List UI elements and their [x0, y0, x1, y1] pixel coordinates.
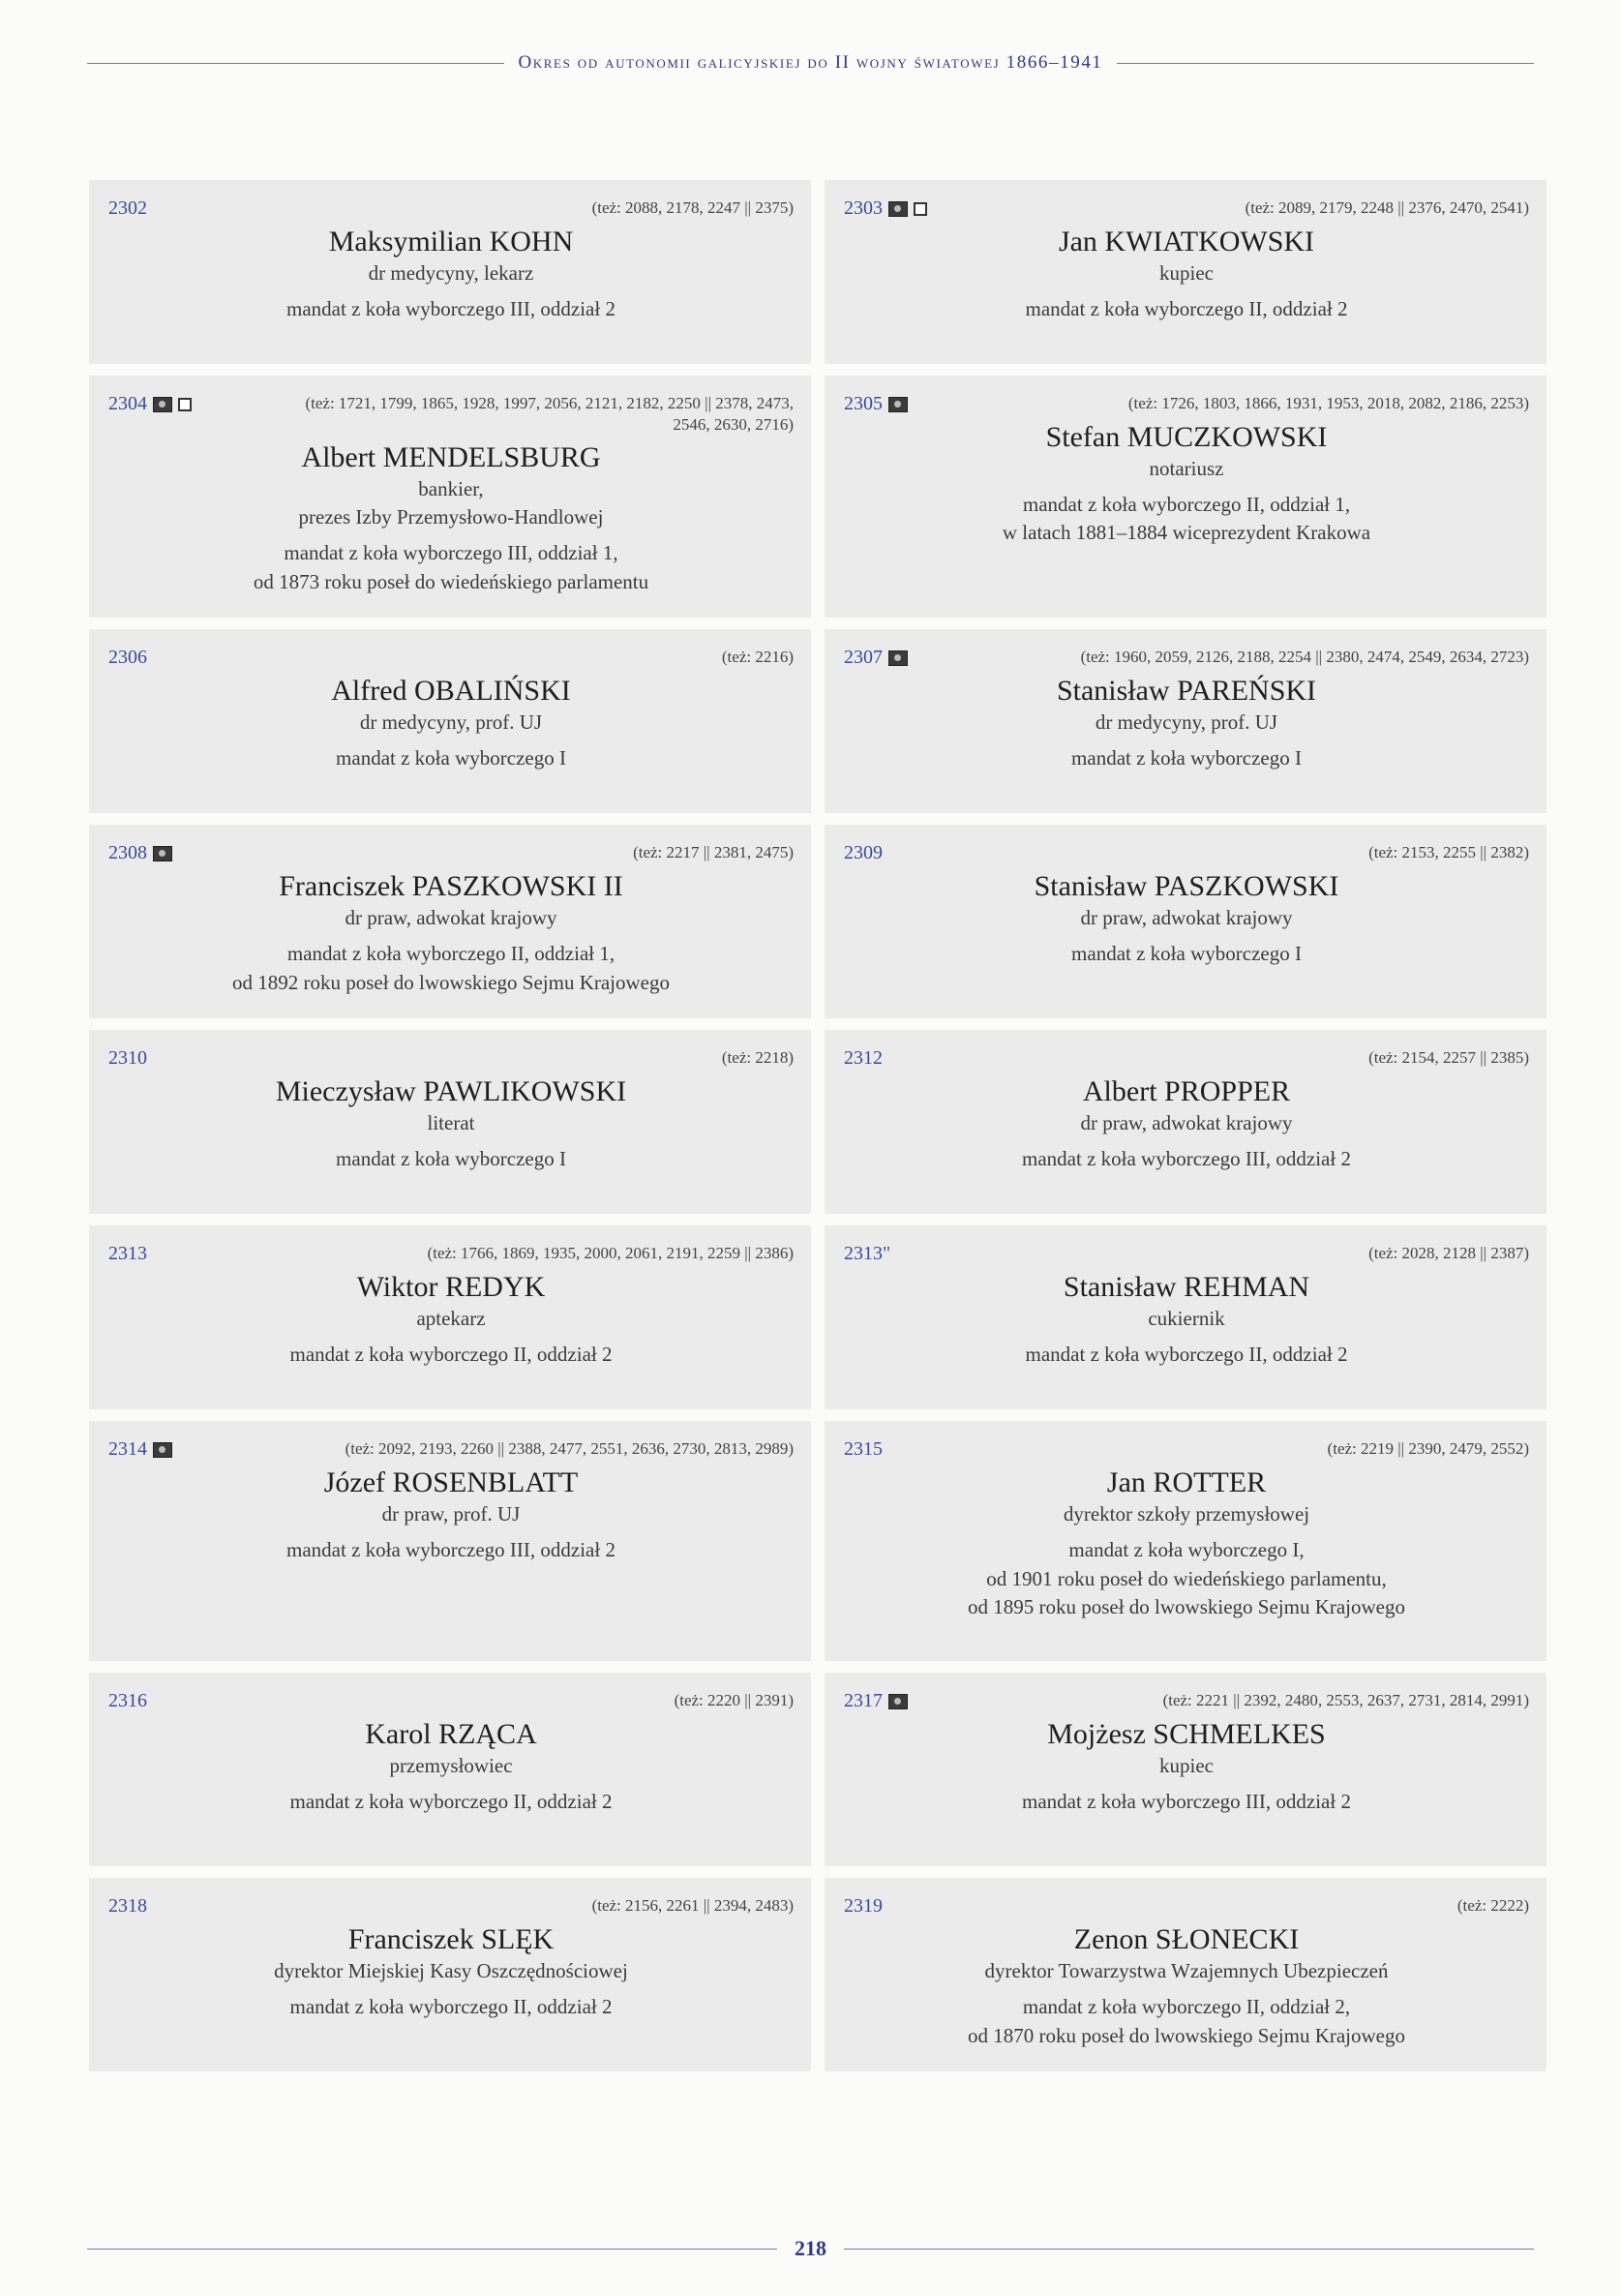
cross-references: (też: 1766, 1869, 1935, 2000, 2061, 2191, 2259 || 2386)	[427, 1244, 794, 1263]
entry-number	[844, 1047, 883, 1070]
entry-header	[108, 842, 794, 864]
entry-header	[108, 1243, 794, 1265]
photo-icon	[888, 201, 908, 217]
occupation: dyrektor Miejskiej Kasy Oszczędnościowej	[274, 1958, 628, 1982]
person-name: Alfred OBALIŃSKI	[331, 675, 571, 708]
entry-number	[108, 393, 192, 415]
entry-number-text: 2314	[108, 1438, 147, 1461]
running-head	[87, 48, 1534, 77]
cross-references: (też: 2221 || 2392, 2480, 2553, 2637, 2731, 2814, 2991)	[1162, 1691, 1529, 1710]
occupation: kupiec	[1159, 260, 1214, 285]
entry-header	[844, 1438, 1529, 1461]
entry-number	[108, 1438, 172, 1461]
occupation: literat	[427, 1110, 475, 1134]
entry-number	[108, 1895, 147, 1918]
entry-header	[844, 1047, 1529, 1070]
person-name: Jan ROTTER	[1106, 1466, 1267, 1499]
entry-card	[89, 825, 811, 1018]
mandate-line: od 1901 roku poseł do wiedeńskiego parlamentu,	[986, 1566, 1387, 1590]
entry-number	[844, 393, 908, 415]
cross-references: (też: 2220 || 2391)	[674, 1691, 794, 1710]
photo-icon	[153, 397, 172, 412]
mandate-line: od 1873 roku poseł do wiedeńskiego parlamentu	[253, 569, 649, 593]
cross-references: (też: 2156, 2261 || 2394, 2483)	[591, 1896, 794, 1916]
person-name: Franciszek SLĘK	[347, 1923, 555, 1956]
entry-header	[108, 197, 794, 220]
occupation: kupiec	[1159, 1753, 1214, 1777]
mandate-line: mandat z koła wyborczego III, oddział 2	[286, 296, 615, 320]
mandate-line: od 1892 roku poseł do lwowskiego Sejmu Krajowego	[231, 970, 671, 994]
entry-number	[108, 1047, 147, 1070]
entry-number	[844, 1690, 908, 1712]
occupation: dr medycyny, prof. UJ	[359, 710, 543, 734]
occupation: dyrektor szkoły przemysłowej	[1063, 1501, 1310, 1526]
mandate-line: od 1870 roku poseł do lwowskiego Sejmu Krajowego	[967, 2023, 1406, 2047]
cross-references: (też: 1726, 1803, 1866, 1931, 1953, 2018, 2082, 2186, 2253)	[1127, 394, 1529, 412]
cross-references: (też: 2218)	[721, 1048, 794, 1068]
occupation: przemysłowiec	[389, 1753, 513, 1777]
cross-references: (też: 2216)	[721, 648, 794, 667]
entry-number-text: 2317	[844, 1690, 883, 1712]
mandate-line: mandat z koła wyborczego II, oddział 2	[289, 1995, 613, 2019]
entry-header	[844, 1895, 1529, 1918]
entry-number-text: 2316	[108, 1690, 147, 1712]
entry-header	[844, 647, 1529, 669]
cross-references: (też: 2153, 2255 || 2382)	[1368, 843, 1529, 862]
person-name: Zenon SŁONECKI	[1073, 1923, 1300, 1956]
person-name: Wiktor REDYK	[356, 1271, 546, 1304]
entry-number-text: 2313	[108, 1243, 147, 1265]
mandate-line: mandat z koła wyborczego II, oddział 2	[289, 1790, 613, 1814]
entry-card	[89, 1030, 811, 1214]
header-rule-right	[1117, 63, 1534, 64]
entry-card	[89, 1673, 811, 1866]
entry-number-text: 2307	[844, 647, 883, 669]
document-icon	[914, 202, 927, 216]
entry-number	[844, 842, 883, 864]
occupation: dr praw, adwokat krajowy	[345, 905, 557, 929]
entry-header	[108, 1690, 794, 1712]
person-name: Stanisław PASZKOWSKI	[1034, 870, 1339, 903]
entry-header	[844, 1243, 1529, 1265]
entry-number-text: 2318	[108, 1895, 147, 1918]
person-name: Mojżesz SCHMELKES	[1047, 1718, 1326, 1751]
entry-number-text: 2315	[844, 1438, 883, 1461]
person-name: Franciszek PASZKOWSKI II	[279, 870, 623, 903]
cross-references: (też: 2089, 2179, 2248 || 2376, 2470, 2541)	[1245, 198, 1529, 217]
entry-number	[108, 647, 147, 669]
occupation: dr praw, adwokat krajowy	[1080, 905, 1293, 929]
photo-icon	[888, 1694, 908, 1709]
entry-card	[89, 376, 811, 618]
entry-number-text: 2313"	[844, 1243, 891, 1265]
document-icon	[178, 398, 192, 411]
entry-number	[844, 647, 908, 669]
entry-header	[108, 393, 794, 436]
entry-number-text: 2312	[844, 1047, 883, 1070]
entry-header	[844, 1690, 1529, 1712]
mandate-line: mandat z koła wyborczego III, oddział 2	[1022, 1790, 1351, 1814]
entry-number	[844, 1438, 883, 1461]
mandate-line: mandat z koła wyborczego III, oddział 2	[286, 1538, 615, 1562]
person-name: Albert PROPPER	[1082, 1075, 1291, 1108]
occupation: dr medycyny, lekarz	[368, 260, 534, 285]
person-name: Józef ROSENBLATT	[323, 1466, 579, 1499]
mandate-line: mandat z koła wyborczego I	[336, 746, 566, 770]
entry-card	[825, 1030, 1546, 1214]
entry-card	[825, 1673, 1546, 1866]
person-name: Stefan MUCZKOWSKI	[1045, 421, 1328, 453]
entry-header	[108, 1438, 794, 1461]
cross-references: (też: 2217 || 2381, 2475)	[633, 843, 794, 862]
person-name: Stanisław PAREŃSKI	[1056, 675, 1317, 708]
entry-header	[844, 842, 1529, 864]
mandate-line: mandat z koła wyborczego II, oddział 2	[289, 1343, 613, 1367]
cross-references: (też: 1960, 2059, 2126, 2188, 2254 || 2380, 2474, 2549, 2634, 2723)	[1080, 648, 1529, 667]
occupation: bankier,	[418, 476, 484, 500]
entry-card	[89, 1421, 811, 1661]
person-name: Maksymilian KOHN	[328, 226, 574, 257]
entry-number-text: 2306	[108, 647, 147, 669]
cross-references: (też: 2028, 2128 || 2387)	[1368, 1244, 1529, 1263]
occupation: prezes Izby Przemysłowo-Handlowej	[298, 505, 604, 529]
mandate-line: mandat z koła wyborczego III, oddział 2	[1022, 1147, 1351, 1171]
entry-header	[844, 393, 1529, 415]
mandate-line: mandat z koła wyborczego III, oddział 1,	[284, 541, 618, 565]
occupation: dyrektor Towarzystwa Wzajemnych Ubezpieczeń	[984, 1958, 1389, 1982]
cross-references: (też: 2219 || 2390, 2479, 2552)	[1327, 1439, 1529, 1459]
entry-card	[89, 629, 811, 813]
person-name: Jan KWIATKOWSKI	[1058, 226, 1315, 257]
entry-number	[108, 842, 172, 864]
entry-card	[89, 180, 811, 364]
photo-icon	[888, 650, 908, 666]
header-rule-left	[87, 63, 504, 64]
mandate-line: mandat z koła wyborczego I	[336, 1147, 566, 1171]
entry-number	[108, 197, 147, 220]
entry-number	[108, 1690, 147, 1712]
occupation: cukiernik	[1148, 1306, 1225, 1330]
entry-number-text: 2309	[844, 842, 883, 864]
entry-number-text: 2303	[844, 197, 883, 219]
entry-card	[825, 629, 1546, 813]
mandate-line: mandat z koła wyborczego I	[1071, 942, 1302, 966]
cross-references: (też: 2154, 2257 || 2385)	[1368, 1048, 1529, 1068]
entry-header	[108, 1047, 794, 1070]
photo-icon	[888, 397, 908, 412]
entry-number-text: 2310	[108, 1047, 147, 1070]
occupation: notariusz	[1149, 456, 1224, 480]
page-footer	[87, 2236, 1534, 2261]
entry-header	[844, 197, 1529, 220]
entry-number	[844, 197, 927, 220]
photo-icon	[153, 846, 172, 861]
mandate-line: mandat z koła wyborczego II, oddział 2	[1025, 296, 1348, 320]
person-name: Karol RZĄCA	[365, 1718, 537, 1751]
entry-card	[825, 825, 1546, 1018]
photo-icon	[153, 1442, 172, 1458]
entries-grid	[89, 180, 1541, 2071]
entry-number-text: 2302	[108, 197, 147, 219]
occupation: dr praw, adwokat krajowy	[1080, 1110, 1293, 1134]
cross-references: (też: 2222)	[1456, 1896, 1529, 1916]
entry-header	[108, 1895, 794, 1918]
person-name: Stanisław REHMAN	[1063, 1271, 1310, 1304]
entry-number-text: 2304	[108, 393, 147, 414]
entry-number	[844, 1243, 890, 1265]
entry-number-text: 2319	[844, 1895, 883, 1918]
cross-references: (też: 1721, 1799, 1865, 1928, 1997, 2056, 2121, 2182, 2250 || 2378, 2473, 2546, 2630, 2716)	[305, 394, 794, 435]
occupation: dr medycyny, prof. UJ	[1095, 710, 1278, 734]
mandate-line: od 1895 roku poseł do lwowskiego Sejmu Krajowego	[967, 1594, 1406, 1618]
entry-card	[89, 1878, 811, 2071]
running-head-title: Okres od autonomii galicyjskiej do II wojny światowej 1866–1941	[518, 52, 1103, 73]
mandate-line: w latach 1881–1884 wiceprezydent Krakowa	[1002, 521, 1371, 545]
mandate-line: mandat z koła wyborczego II, oddział 1,	[1022, 492, 1351, 516]
entry-card	[825, 1878, 1546, 2071]
cross-references: (też: 2088, 2178, 2247 || 2375)	[591, 198, 794, 217]
entry-number	[844, 1895, 883, 1918]
mandate-line: mandat z koła wyborczego II, oddział 1,	[286, 942, 615, 966]
entry-card	[825, 376, 1546, 618]
footer-rule-right	[844, 2249, 1534, 2250]
cross-references: (też: 2092, 2193, 2260 || 2388, 2477, 2551, 2636, 2730, 2813, 2989)	[345, 1439, 794, 1459]
occupation: dr praw, prof. UJ	[381, 1501, 521, 1526]
occupation: aptekarz	[416, 1306, 486, 1330]
person-name: Albert MENDELSBURG	[301, 441, 601, 474]
entry-card	[825, 180, 1546, 364]
mandate-line: mandat z koła wyborczego I,	[1068, 1538, 1305, 1562]
entry-card	[89, 1225, 811, 1409]
entry-number-text: 2305	[844, 393, 883, 414]
entry-card	[825, 1421, 1546, 1661]
person-name: Mieczysław PAWLIKOWSKI	[275, 1075, 627, 1108]
entry-number-text: 2308	[108, 842, 147, 864]
footer-rule-left	[87, 2249, 777, 2250]
mandate-line: mandat z koła wyborczego II, oddział 2	[1025, 1343, 1348, 1367]
page-number: 218	[795, 2236, 826, 2260]
entry-number	[108, 1243, 147, 1265]
entry-card	[825, 1225, 1546, 1409]
mandate-line: mandat z koła wyborczego I	[1071, 746, 1302, 770]
entry-header	[108, 647, 794, 669]
mandate-line: mandat z koła wyborczego II, oddział 2,	[1022, 1995, 1351, 2019]
